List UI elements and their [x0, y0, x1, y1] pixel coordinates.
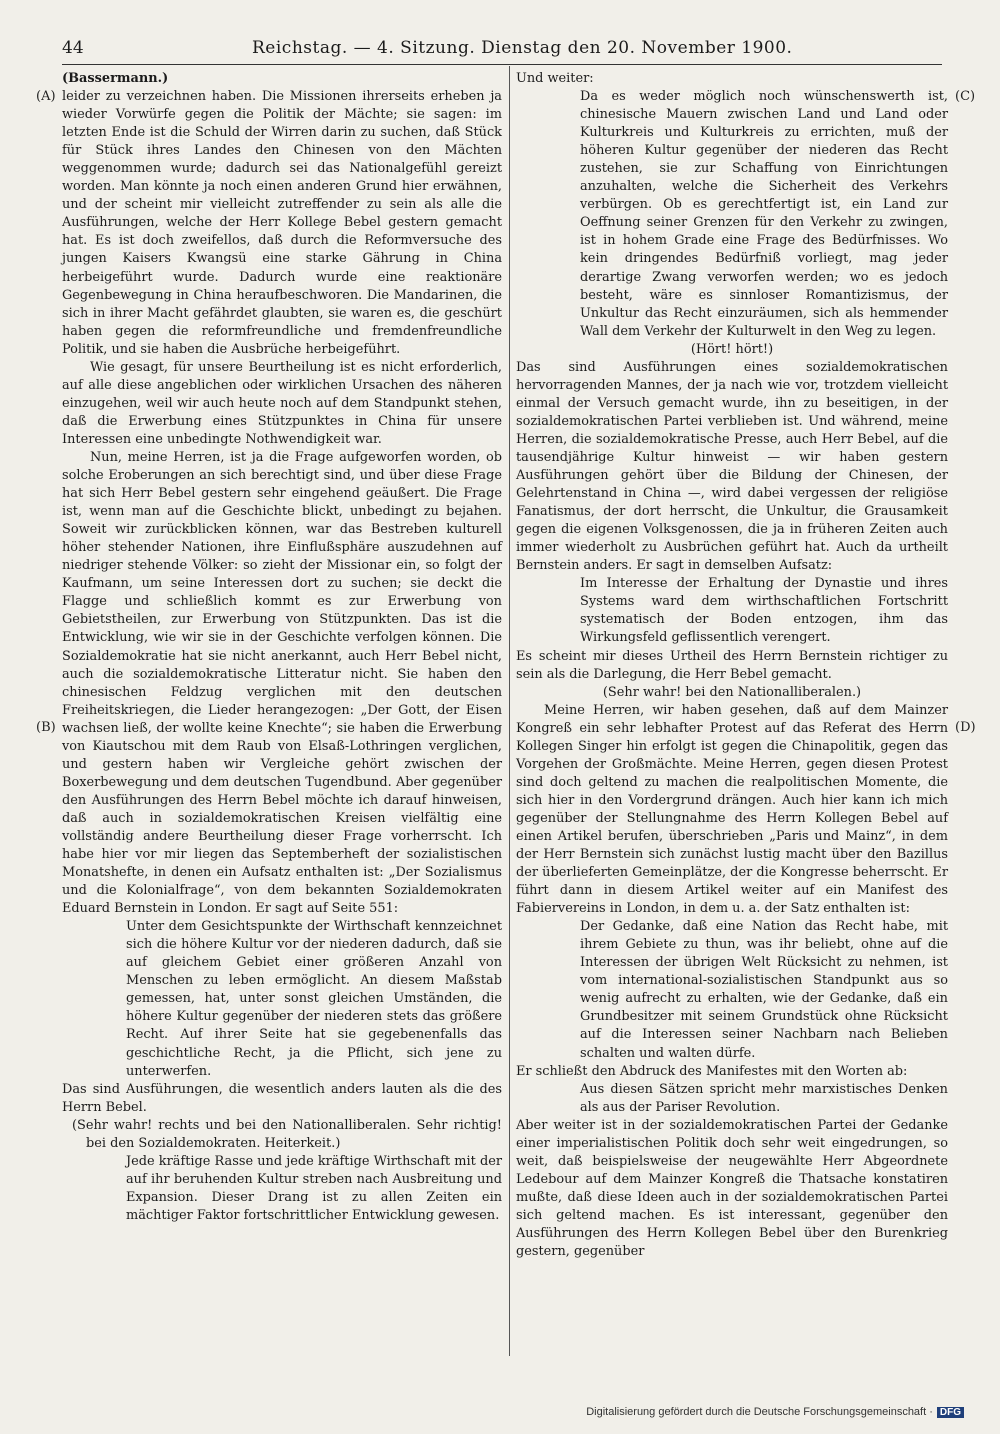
paragraph: Meine Herren, wir haben gesehen, daß auf dem Mainzer Kongreß ein sehr lebhafter Protest auf das Referat des Herrn Kollegen Singer hin erfolgt ist gegen die Chinapolitik, gegen das Vorgehen der Großmächte. Meine Herren, gegen diesen Protest sind doch geltend zu machen die realpolitischen Momente, die sich hier in den Vordergrund drängen. Auch hier kann ich mich gegenüber der Stellungnahme des Herrn Kollegen Bebel auf einen Artikel berufen, überschrieben „Paris und Mainz“, in dem der Herr Bernstein sich zunächst lustig macht über den Bazillus der überlieferten Gemeinplätze, der die Kongresse beherrscht. Er führt dann in diesem Artikel weiter auf ein Manifest des Fabiervereins in London, in dem u. a. der Satz enthalten ist:: [516, 702, 948, 917]
paragraph: Das sind Ausführungen eines sozialdemokratischen hervorragenden Mannes, der ja nach wie vor, trotzdem vielleicht einmal der Versuch gemacht wurde, ihn zu beseitigen, in der sozialdemokratischen Partei verblieben ist. Und während, meine Herren, die sozialdemokratische Presse, auch Herr Bebel, auf die tausendjährige Kultur hinweist — wir haben gestern Ausführungen gehört über die Bildung der Chinesen, der Gelehrtenstand in China —, wird dabei vergessen der religiöse Fanatismus, der dort herrscht, die Unkultur, die Grausamkeit gegen die eigenen Volksgenossen, die ja in früheren Zeiten auch immer wiederholt zu Ausbrüchen geführt hat. Auch da urtheilt Bernstein anders. Er sagt in demselben Aufsatz:: [516, 359, 948, 574]
paragraph: Aber weiter ist in der sozialdemokratischen Partei der Gedanke einer imperialistischen Politik doch sehr weit eingedrungen, so weit, daß beispielsweise der neugewählte Herr Abgeordnete Ledebour auf dem Mainzer Kongreß die Thatsache konstatiren mußte, daß diese Ideen auch in der sozialdemokratischen Partei sich geltend machen. Es ist interessant, gegenüber den Ausführungen des Herrn Kollegen Bebel über den Burenkrieg gestern, gegenüber: [516, 1117, 948, 1260]
quotation: Jede kräftige Rasse und jede kräftige Wirthschaft mit der auf ihr beruhenden Kultur streben nach Ausbreitung und Expansion. Dieser Drang ist zu allen Zeiten ein mächtiger Faktor fortschrittlicher Entwicklung gewesen.: [126, 1153, 502, 1223]
quotation: Im Interesse der Erhaltung der Dynastie und ihres Systems ward dem wirthschaftlichen Fortschritt systematisch der Boden entzogen, ihm das Wirkungsfeld geflissentlich verengert.: [580, 576, 948, 646]
margin-mark-c: (C): [955, 89, 976, 104]
paragraph: Es scheint mir dieses Urtheil des Herrn Bernstein richtiger zu sein als die Darlegung, die Herr Bebel gemacht.: [516, 648, 948, 682]
credit-text: Digitalisierung gefördert durch die Deutsche Forschungsgemeinschaft ·: [586, 1406, 933, 1418]
paragraph: Wie gesagt, für unsere Beurtheilung ist es nicht erforderlich, auf alle diese angeblichen oder wirklichen Ursachen des näheren einzugehen, weil wir auch heute noch auf dem Standpunkt stehen, daß die Erwerbung eines Stützpunktes in China für unsere Interessen eine unbedingte Nothwendigkeit war.: [62, 359, 502, 447]
quotation: Da es weder möglich noch wünschenswerth ist, chinesische Mauern zwischen Land und Land oder Kulturkreis und Kulturkreis zu errichten, muß der höheren Kultur gegenüber der niederen das Recht zustehen, sie zur Schaffung von Einrichtungen anzuhalten, welche die Sicherheit des Verkehrs verbürgen. Ob es gerechtfertigt ist, ein Land zur Oeffnung seiner Grenzen für den Verkehr zu zwingen, ist in hohem Grade eine Frage des Bedürfnisses. Wo kein dringendes Bedürfniß vorliegt, mag jeder derartige Zwang verworfen werden; wo es jedoch besteht, wäre es sinnloser Romantizismus, der Unkultur das Recht einzuräumen, sich als hemmender Wall dem Verkehr der Kulturwelt in den Weg zu legen.: [580, 89, 948, 339]
page-header: [62, 38, 942, 64]
paragraph: Das sind Ausführungen, die wesentlich anders lauten als die des Herrn Bebel.: [62, 1081, 502, 1115]
interjection: (Hört! hört!): [690, 341, 774, 357]
column-divider: [509, 66, 510, 1356]
quotation: Aus diesen Sätzen spricht mehr marxistisches Denken als aus der Pariser Revolution.: [580, 1081, 948, 1115]
dfg-logo: DFG: [937, 1407, 964, 1418]
margin-mark-d: (D): [955, 720, 976, 735]
right-column: [516, 70, 948, 1261]
header-rule: [62, 64, 942, 65]
quotation: Der Gedanke, daß eine Nation das Recht habe, mit ihrem Gebiete zu thun, was ihr beliebt, ohne auf die Interessen der übrigen Welt Rücksicht zu nehmen, ist vom international-sozialistischen Standpunkt aus so wenig aufrecht zu erhalten, wie der Gedanke, daß ein Grundbesitzer mit seinem Grundstück ohne Rücksicht auf die Interessen seiner Nachbarn nach Belieben schalten und walten dürfe.: [580, 919, 948, 1061]
paragraph: leider zu verzeichnen haben. Die Missionen ihrerseits erheben ja wieder Vorwürfe gegen die Politik der Mächte; sie sagen: im letzten Ende ist die Schuld der Wirren darin zu suchen, daß Stück für Stück ihres Landes den Chinesen von den Mächten weggenommen wurde; dadurch sei das Nationalgefühl gereizt worden. Man könnte ja noch einen anderen Grund hier erwähnen, und der scheint mir vielleicht zutreffender zu sein als alle die Ausführungen, welche der Herr Kollege Bebel gestern gemacht hat. Es ist doch zweifellos, daß durch die Reformversuche des jungen Kaisers Kwangsü eine starke Gährung in China herbeigeführt wurde. Dadurch wurde eine reaktionäre Gegenbewegung in China heraufbeschworen. Die Mandarinen, die sich in ihrer Macht gefährdet glaubten, sie waren es, die geschürt haben gegen die reformfreundliche und fremdenfreundliche Politik, und sie haben die Ausbrüche herbeigeführt.: [62, 89, 502, 357]
page-title: Reichstag. — 4. Sitzung. Dienstag den 20. November 1900.: [252, 38, 793, 58]
margin-mark-b: (B): [36, 720, 56, 735]
digitization-credit: [586, 1406, 964, 1418]
quotation: Unter dem Gesichtspunkte der Wirthschaft kennzeichnet sich die höhere Kultur vor der niederen dadurch, daß sie auf gleichem Gebiet einer größeren Anzahl von Menschen zu leben ermöglicht. An diesem Maßstab gemessen, hat, unter sonst gleichen Umständen, die höhere Kultur gegenüber der niederen stets das größere Recht. Auf ihrer Seite hat sie gegebenenfalls das geschichtliche Recht, ja die Pflicht, sich jene zu unterwerfen.: [126, 919, 502, 1079]
interjection: (Sehr wahr! rechts und bei den Nationalliberalen. Sehr richtig! bei den Sozialdemokraten. Heiterkeit.): [72, 1117, 502, 1151]
left-column: [62, 70, 502, 1225]
speaker-name: (Bassermann.): [62, 71, 169, 86]
paragraph: Er schließt den Abdruck des Manifestes mit den Worten ab:: [516, 1063, 908, 1079]
paragraph: Und weiter:: [516, 71, 594, 86]
margin-mark-a: (A): [36, 89, 56, 104]
paragraph: Nun, meine Herren, ist ja die Frage aufgeworfen worden, ob solche Eroberungen an sich berechtigt sind, und über diese Frage hat sich Herr Bebel gestern sehr eingehend geäußert. Die Frage ist, wenn man auf die Geschichte blickt, unbedingt zu bejahen. Soweit wir zurückblicken können, war das Bestreben kulturell höher stehender Nationen, ihre Einflußsphäre auszudehnen auf niedriger stehende Völker: so zieht der Missionar ein, so folgt der Kaufmann, um seine Interessen dort zu suchen; sie deckt die Flagge und schließlich kommt es zur Erwerbung von Gebietstheilen, zur Erwerbung von Stützpunkten. Das ist die Entwicklung, wie wir sie in der Geschichte verfolgen können. Die Sozialdemokratie hat sie nicht anerkannt, auch Herr Bebel nicht, auch die sozialdemokratische Litteratur nicht. Sie haben den chinesischen Feldzug verglichen mit den deutschen Freiheitskriegen, die Lieder herangezogen: „Der Gott, der Eisen wachsen ließ, der wollte keine Knechte“; sie haben die Erwerbung von Kiautschou mit dem Raub von Elsaß-Lothringen verglichen, und gestern haben wir Vergleiche gehört zwischen der Boxerbewegung und dem deutschen Tugendbund. Aber gegenüber den Ausführungen des Herrn Bebel möchte ich darauf hinweisen, daß auch in sozialdemokratischen Kreisen vielfältig eine vollständig andere Beurtheilung dieser Frage vorherrscht. Ich habe hier vor mir liegen das Septemberheft der sozialistischen Monatshefte, in denen ein Aufsatz enthalten ist: „Der Sozialismus und die Kolonialfrage“, von dem bekannten Sozialdemokraten Eduard Bernstein in London. Er sagt auf Seite 551:: [62, 449, 502, 917]
interjection: (Sehr wahr! bei den Nationalliberalen.): [602, 684, 862, 700]
page-number: 44: [62, 38, 84, 58]
